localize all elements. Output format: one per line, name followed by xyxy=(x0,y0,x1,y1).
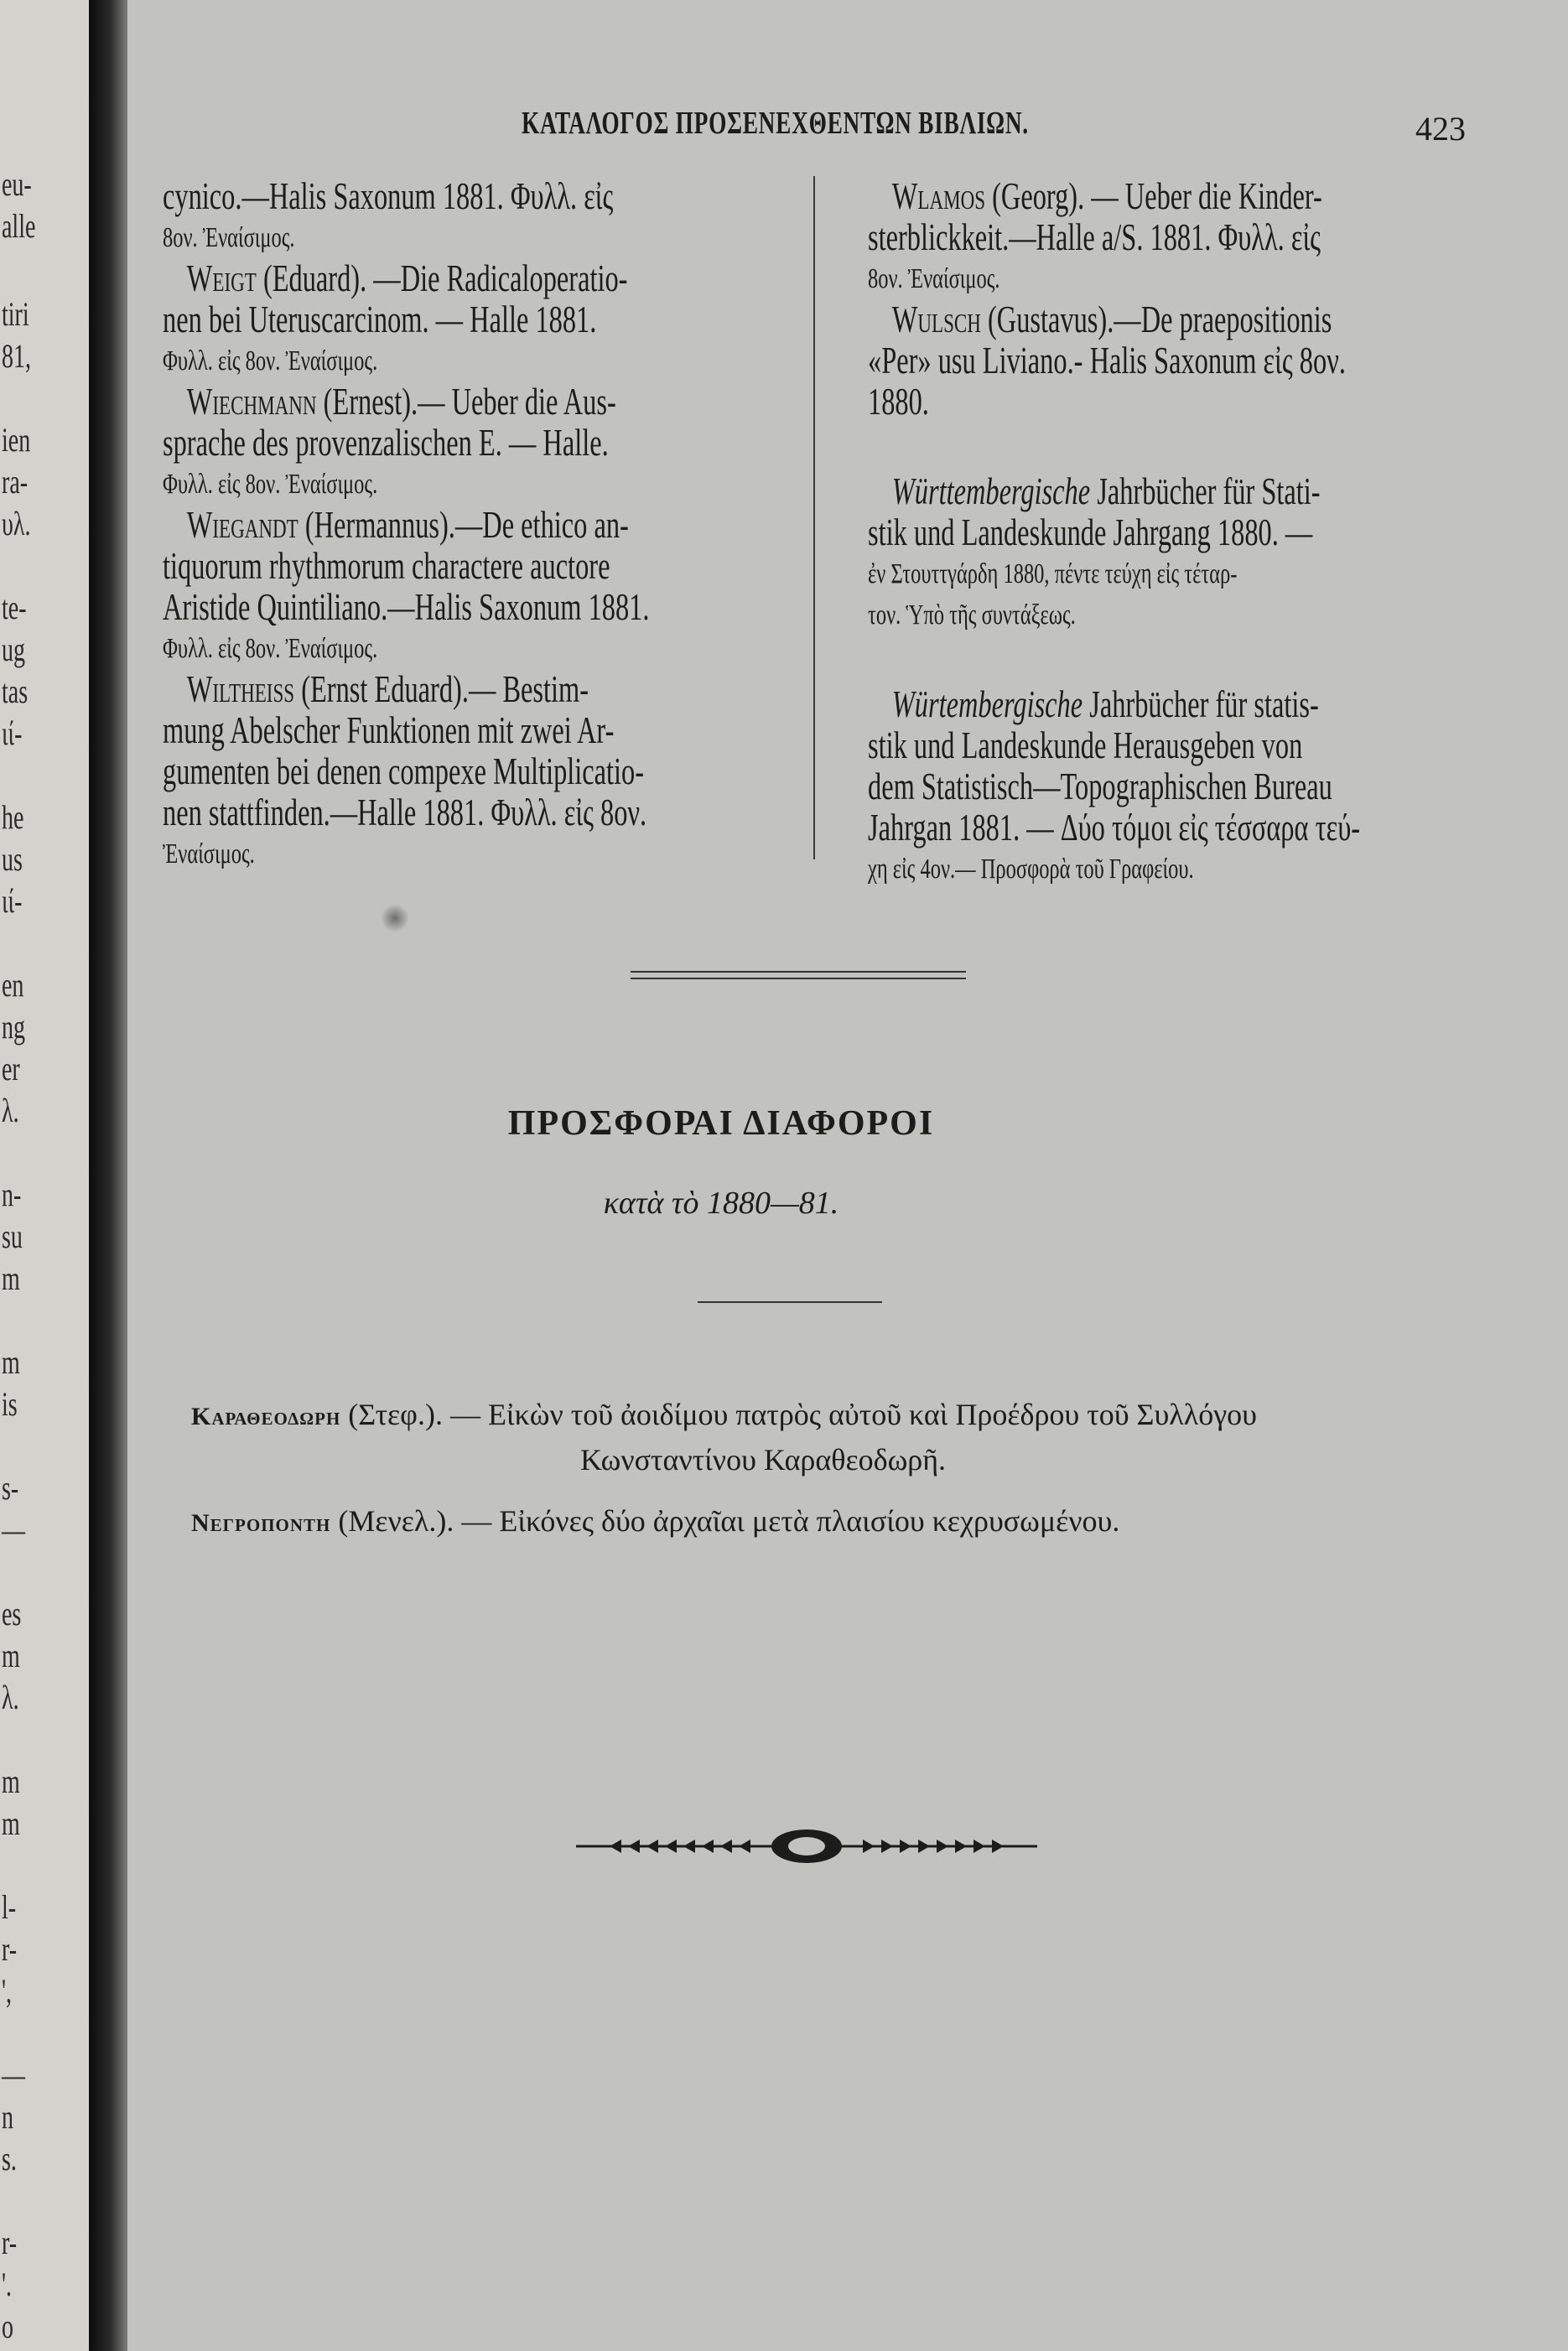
donor-name: Καραθεοδωρη xyxy=(191,1403,341,1430)
margin-fragment: ', xyxy=(2,1972,13,2010)
catalog-entry xyxy=(163,505,833,669)
short-rule-divider xyxy=(698,1301,882,1303)
running-title: ΚΑΤΑΛΟΓΟΣ ΠΡΟΣΕΝΕΧΘΕΝΤΩΝ ΒΙΒΛΙΩΝ. xyxy=(522,106,1029,141)
entry-line: (Hermannus).—De ethico an- xyxy=(298,504,629,546)
right-column xyxy=(868,176,1505,890)
offer-entry xyxy=(191,1397,1257,1432)
margin-fragment: ug xyxy=(2,631,25,668)
margin-fragment: te- xyxy=(2,589,27,626)
entry-line: Φυλλ. εἰς 8ον. Ἐναίσιμος. xyxy=(163,345,378,376)
margin-fragment: υλ. xyxy=(2,505,31,542)
entry-line: sprache des provenzalischen E. — Halle. xyxy=(163,422,609,464)
entry-line: dem Statistisch—Topographischen Bureau xyxy=(868,766,1332,807)
offer-text: (Μενελ.). — Εἰκόνες δύο ἀρχαῖαι μετὰ πλαισίου κεχρυσωμένου. xyxy=(330,1504,1120,1538)
entry-line: stik und Landeskunde Jahrgang 1880. — xyxy=(868,511,1313,553)
entry-line: (Ernest).— Ueber die Aus- xyxy=(316,381,616,423)
author-name: Wulsch xyxy=(891,298,981,340)
margin-fragment: λ. xyxy=(2,1679,19,1716)
entry-line: nen stattfinden.—Halle 1881. Φυλλ. εἰς 8ον. xyxy=(163,791,647,833)
margin-fragment: 81, xyxy=(2,337,31,375)
double-rule-divider xyxy=(631,971,966,979)
margin-fragment: us xyxy=(2,840,23,878)
entry-line: sterblickkeit.—Halle a/S. 1881. Φυλλ. εἰς xyxy=(868,216,1321,258)
entry-line: (Eduard). —Die Radicaloperatio- xyxy=(256,257,628,299)
ink-smudge xyxy=(381,904,409,932)
entry-line: Φυλλ. εἰς 8ον. Ἐναίσιμος. xyxy=(163,469,378,500)
entry-line: «Per» usu Liviano.- Halis Saxonum εἰς 8ον. xyxy=(868,340,1346,381)
entry-line: Jahrbücher für statis- xyxy=(1083,683,1319,725)
catalog-entry xyxy=(868,176,1505,299)
margin-fragment: tiri xyxy=(2,295,29,333)
margin-fragment: n- xyxy=(2,1176,22,1213)
margin-fragment: λ. xyxy=(2,1092,19,1129)
margin-fragment: tas xyxy=(2,672,29,710)
entry-line: Ἐναίσιμος. xyxy=(163,838,255,869)
entry-gap xyxy=(868,423,1505,471)
catalog-entry xyxy=(163,176,833,258)
author-name: Weigt xyxy=(186,257,257,299)
margin-fragment: he xyxy=(2,798,24,836)
book-gutter xyxy=(89,0,127,2351)
margin-fragment: ng xyxy=(2,1008,25,1046)
page-number: 423 xyxy=(1415,110,1466,148)
catalog-entry xyxy=(163,669,833,874)
entry-line: mung Abelscher Funktionen mit zwei Ar- xyxy=(163,709,615,751)
margin-fragment: er xyxy=(2,1050,20,1087)
donor-name: Νεγροποντη xyxy=(191,1509,331,1537)
margin-fragment: ιί- xyxy=(2,882,23,920)
catalog-entry xyxy=(163,258,833,381)
offer-continuation: Κωνσταντίνου Καραθεοδωρῆ. xyxy=(580,1443,947,1477)
entry-line: 1880. xyxy=(868,381,929,423)
left-column xyxy=(163,176,833,874)
margin-fragment: s- xyxy=(2,1469,19,1507)
margin-fragment: en xyxy=(2,966,24,1004)
catalog-entry xyxy=(868,471,1505,636)
margin-fragment: o xyxy=(2,2307,13,2345)
catalog-entry xyxy=(868,684,1505,890)
entry-line: (Gustavus).—De praepositionis xyxy=(980,298,1332,340)
facing-page-edge xyxy=(0,0,91,2351)
author-name: Wiechmann xyxy=(186,381,317,423)
entry-line: 8ον. Ἐναίσιμος. xyxy=(163,222,295,253)
catalog-entry xyxy=(868,299,1505,423)
margin-fragment: — xyxy=(2,2056,25,2094)
margin-fragment: alle xyxy=(2,207,36,245)
margin-fragment: ien xyxy=(2,421,31,459)
margin-fragment: m xyxy=(2,1804,20,1842)
entry-line: τον. Ὑπὸ τῆς συντάξεως. xyxy=(868,599,1076,631)
entry-line: nen bei Uteruscarcinom. — Halle 1881. xyxy=(163,298,597,340)
margin-fragment: is xyxy=(2,1385,18,1423)
margin-fragment: r- xyxy=(2,1930,18,1968)
entry-line: ἐν Στουττγάρδη 1880, πέντε τεύχη εἰς τέταρ- xyxy=(868,558,1238,589)
margin-fragment: r- xyxy=(2,2224,18,2261)
offer-entry xyxy=(191,1503,1119,1539)
margin-fragment: eu- xyxy=(2,165,32,203)
margin-fragment: m xyxy=(2,1762,20,1800)
margin-fragment: m xyxy=(2,1637,20,1674)
margin-fragment: s. xyxy=(2,2140,17,2177)
entry-line: χη εἰς 4ον.— Προσφορὰ τοῦ Γραφείου. xyxy=(868,854,1194,885)
offer-text: (Στεφ.). — Εἰκὼν τοῦ ἀοιδίμου πατρὸς αὐτοῦ καὶ Προέδρου τοῦ Συλλόγου xyxy=(340,1398,1257,1431)
margin-fragment: n xyxy=(2,2098,13,2136)
margin-fragment: m xyxy=(2,1343,20,1381)
periodical-title: Württembergische xyxy=(891,470,1091,512)
margin-fragment: ra- xyxy=(2,463,29,501)
entry-line: stik und Landeskunde Herausgeben von xyxy=(868,724,1303,766)
entry-line: gumenten bei denen compexe Multiplicatio- xyxy=(163,750,645,792)
section-subtitle: κατὰ τὸ 1880—81. xyxy=(603,1186,839,1221)
entry-line: 8ον. Ἐναίσιμος. xyxy=(868,263,1000,294)
periodical-title: Würtembergische xyxy=(891,683,1083,725)
author-name: Wlamos xyxy=(891,175,986,217)
ornament-tailpiece-icon xyxy=(576,1828,1037,1865)
entry-line: Aristide Quintiliano.—Halis Saxonum 1881. xyxy=(163,586,650,628)
book-page xyxy=(127,0,1568,2351)
author-name: Wiltheiss xyxy=(186,668,295,710)
entry-line: Φυλλ. εἰς 8ον. Ἐναίσιμος. xyxy=(163,633,378,664)
margin-fragment: l- xyxy=(2,1888,17,1926)
entry-line: (Georg). — Ueber die Kinder- xyxy=(985,175,1322,217)
entry-gap xyxy=(868,636,1505,684)
margin-fragment: ιί- xyxy=(2,714,23,752)
entry-line: Jahrgan 1881. — Δύο τόμοι εἰς τέσσαρα τεύ- xyxy=(868,807,1361,849)
margin-fragment: '. xyxy=(2,2265,13,2303)
entry-line: Jahrbücher für Stati- xyxy=(1090,470,1321,512)
entry-line: (Ernst Eduard).— Bestim- xyxy=(294,668,589,710)
section-title: ΠΡΟΣΦΟΡΑΙ ΔΙΑΦΟΡΟΙ xyxy=(507,1104,935,1143)
catalog-entry xyxy=(163,381,833,505)
author-name: Wiegandt xyxy=(186,504,299,546)
entry-line: cynico.—Halis Saxonum 1881. Φυλλ. εἰς xyxy=(163,175,614,217)
margin-fragment: m xyxy=(2,1259,20,1297)
margin-fragment: su xyxy=(2,1217,23,1255)
margin-fragment: es xyxy=(2,1595,22,1632)
entry-line: tiquorum rhythmorum charactere auctore xyxy=(163,545,610,587)
margin-fragment: — xyxy=(2,1511,25,1549)
